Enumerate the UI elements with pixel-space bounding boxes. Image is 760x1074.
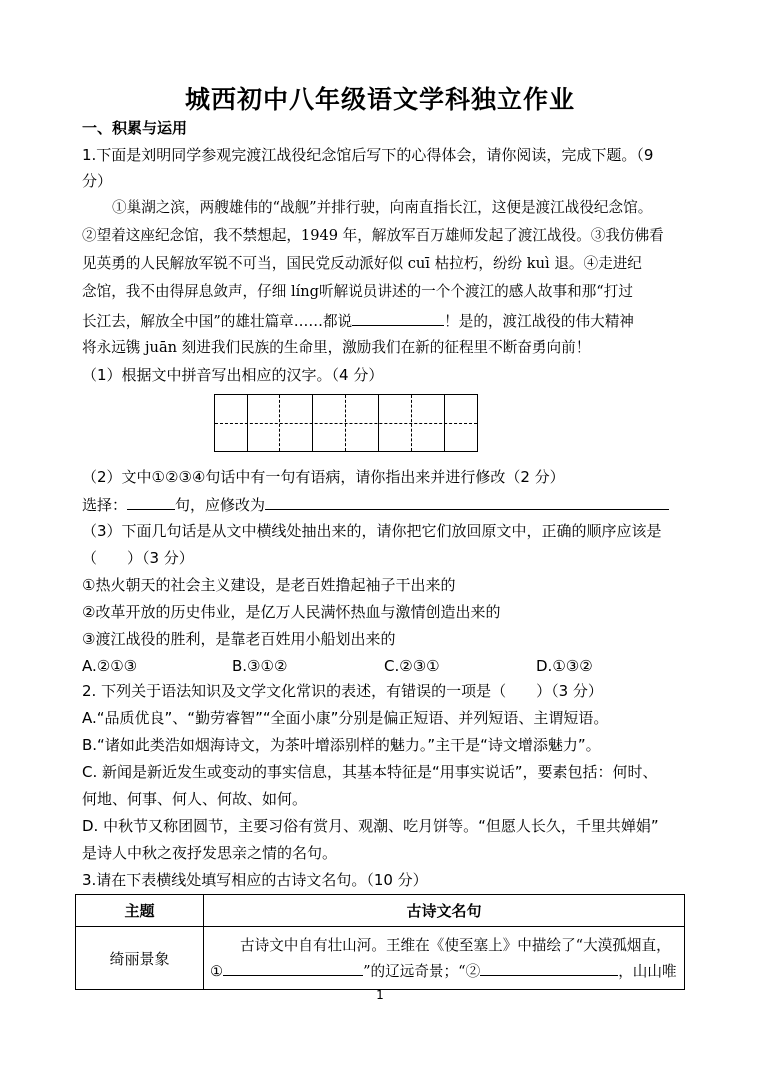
table-header-lines: 古诗文名句	[204, 895, 685, 927]
table-cell-topic: 绮丽景象	[76, 927, 204, 990]
option-a[interactable]: A.②①③	[82, 657, 138, 675]
page-title: 城西初中八年级语文学科独立作业	[184, 85, 575, 114]
q1-sub2-answer	[82, 494, 669, 515]
q2-stem: 2. 下列关于语法知识及文学文化常识的表述，有错误的一项是（ ）（3 分）	[82, 682, 603, 700]
label-select: 选择：	[82, 496, 128, 514]
poem-blank-1[interactable]	[223, 960, 363, 976]
q2-option-c: C. 新闻是新近发生或变动的事实信息，其基本特征是“用事实说话”，要素包括：何时、	[82, 763, 658, 781]
table-row	[76, 927, 685, 990]
passage-line: ②望着这座纪念馆，我不禁想起，1949 年，解放军百万雄师发起了渡江战役。③我仿佛看	[82, 227, 664, 244]
passage-text: 长江去，解放全中国”的雄壮篇章……都说	[82, 313, 353, 330]
passage-line: 将永远镌 juān 刻进我们民族的生命里，激励我们在新的征程里不断奋勇向前！	[82, 339, 591, 356]
q2-option-d: D. 中秋节又称团圆节，主要习俗有赏月、观潮、吃月饼等。“但愿人长久，千里共婵娟”	[82, 817, 659, 835]
passage-line: 见英勇的人民解放军锐不可当，国民党反动派好似 cuī 枯拉朽，纷纷 kuì 退。④走进纪	[82, 255, 642, 272]
q2-option-a: A.“品质优良”、“勤劳睿智”“全面小康”分别是偏正短语、并列短语、主谓短语。	[82, 709, 609, 727]
passage-line: ①巢湖之滨，两艘雄伟的“战舰”并排行驶，向南直指长江，这便是渡江战役纪念馆。	[112, 199, 653, 216]
content-line: ① ”的辽远奇景；“② ，山山唯	[210, 959, 678, 985]
option-b[interactable]: B.③①②	[232, 657, 288, 675]
poem-blank-2[interactable]	[480, 960, 618, 976]
q1-stem: 1.下面是刘明同学参观完渡江战役纪念馆后写下的心得体会，请你阅读，完成下题。（9	[82, 146, 654, 164]
label-modify: 句，应修改为	[175, 496, 266, 514]
q1-sub1: （1）根据文中拼音写出相应的汉字。（4 分）	[82, 366, 384, 384]
option-d[interactable]: D.①③②	[536, 657, 593, 675]
content-line: 古诗文中自有壮山河。王维在《使至塞上》中描绘了“大漠孤烟直，	[240, 937, 671, 954]
poetry-table	[75, 894, 685, 990]
q2-option-d-cont: 是诗人中秋之夜抒发思亲之情的名句。	[82, 844, 338, 862]
table-cell-content	[204, 927, 685, 990]
q1-stem-cont: 分）	[82, 172, 113, 190]
q1-sub3-cont: （ ）（3 分）	[82, 549, 194, 567]
answer-grid[interactable]	[214, 394, 478, 452]
choice-blank[interactable]	[127, 494, 175, 510]
sentence-item: ②改革开放的历史伟业，是亿万人民满怀热血与激情创造出来的	[82, 603, 501, 621]
table-header-topic: 主题	[76, 895, 204, 927]
passage-line: 念馆，我不由得屏息敛声，仔细 líng听解说员讲述的一个个渡江的感人故事和那“打过	[82, 283, 633, 300]
sentence-item: ③渡江战役的胜利，是靠老百姓用小船划出来的	[82, 630, 396, 648]
fill-blank[interactable]	[352, 310, 444, 326]
q3-stem: 3.请在下表横线处填写相应的古诗文名句。（10 分）	[82, 871, 428, 889]
q2-option-c-cont: 何地、何事、何人、何故、如何。	[82, 790, 308, 808]
q2-option-b: B.“诸如此类浩如烟海诗文，为茶叶增添别样的魅力。”主干是“诗文增添魅力”。	[82, 736, 601, 754]
passage-line	[82, 310, 634, 332]
section-heading: 一、积累与运用	[82, 119, 188, 137]
sentence-item: ①热火朝天的社会主义建设，是老百姓撸起袖子干出来的	[82, 576, 456, 594]
page-number: 1	[376, 988, 384, 1002]
modify-blank[interactable]	[265, 494, 669, 510]
option-c[interactable]: C.②③①	[384, 657, 440, 675]
q1-sub2: （2）文中①②③④句话中有一句有语病，请你指出来并进行修改（2 分）	[82, 468, 565, 486]
passage-text: ！是的，渡江战役的伟大精神	[444, 313, 634, 330]
q1-sub3: （3）下面几句话是从文中横线处抽出来的，请你把它们放回原文中，正确的顺序应该是	[82, 522, 662, 540]
